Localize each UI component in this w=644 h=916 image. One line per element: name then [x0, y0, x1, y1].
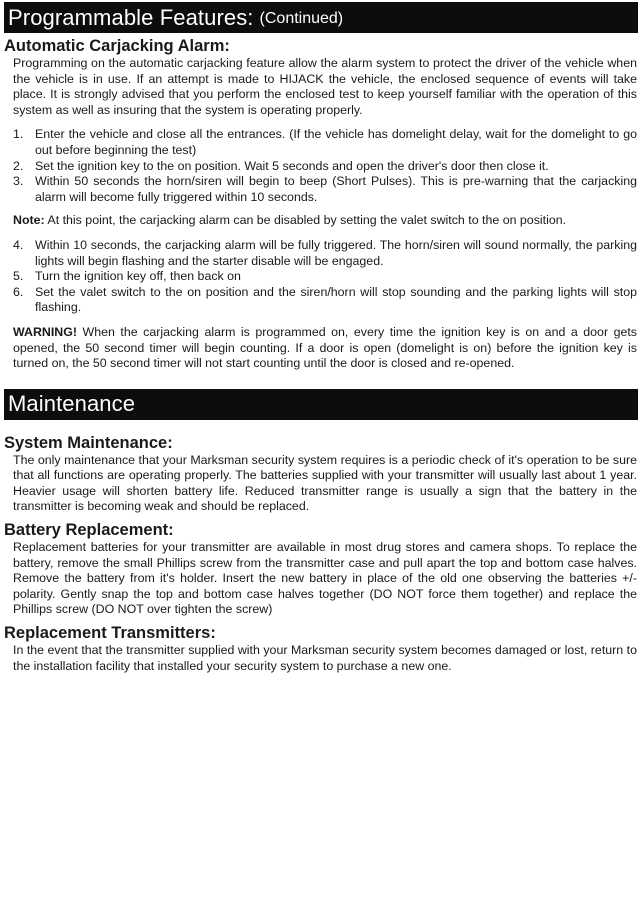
banner-title: Programmable Features: [8, 4, 254, 30]
banner-subtitle: (Continued) [259, 10, 344, 27]
programmable-features-banner [4, 2, 638, 33]
list-item [4, 238, 640, 269]
battery-replacement-heading: Battery Replacement: [4, 521, 174, 540]
list-item [4, 174, 640, 205]
system-maintenance-heading: System Maintenance: [4, 433, 173, 452]
step-text: Set the valet switch to the on position and the siren/horn will stop sounding and the parking lights will stop flashing. [35, 284, 637, 315]
step-number: 1. [13, 127, 24, 142]
carjacking-steps-b [4, 238, 640, 316]
replacement-transmitters-section [4, 624, 640, 674]
step-number: 4. [13, 237, 24, 252]
step-number: 6. [13, 284, 24, 299]
list-item [4, 127, 640, 158]
replacement-transmitters-heading: Replacement Transmitters: [4, 624, 216, 643]
list-item [4, 285, 640, 316]
system-maintenance-text: The only maintenance that your Marksman security system requires is a periodic check of it's operation to be sure that all functions are operating properly. The batteries supplied with your transmitter will usually last about 1 year. Heavier usage will shorten battery life. Reduced transmitter range is usually a sign that the battery in the transmitter is becoming weak and should be replaced. [13, 452, 637, 514]
system-maintenance-section [4, 434, 640, 515]
note-text: At this point, the carjacking alarm can be disabled by setting the valet switch to the on position. [44, 213, 567, 228]
step-text: Within 10 seconds, the carjacking alarm will be fully triggered. The horn/siren will sound normally, the parking lights will begin flashing and the starter disable will be engaged. [35, 237, 637, 268]
maintenance-banner-title: Maintenance [8, 391, 136, 417]
step-text: Within 50 seconds the horn/siren will begin to beep (Short Pulses). This is pre-warning that the carjacking alarm will become fully triggered within 10 seconds. [35, 174, 637, 204]
carjacking-intro: Programming on the automatic carjacking feature allow the alarm system to protect the driver of the vehicle when the vehicle is in use. If an attempt is made to HIJACK the vehicle, the enclosed sequence of events will take place. It is strongly advised that you perform the enclosed test to keep yourself familiar with the operation of this system as well as insuring that the system is operating properly. [13, 56, 637, 117]
carjacking-warning [13, 325, 640, 372]
battery-replacement-section [4, 521, 640, 618]
step-number: 3. [13, 174, 24, 189]
replacement-transmitters-text: In the event that the transmitter supplied with your Marksman security system becomes damaged or lost, return to the installation facility that installed your security system to purchase a new one. [13, 643, 637, 673]
maintenance-banner [4, 389, 638, 420]
warning-text: When the carjacking alarm is programmed on, every time the ignition key is on and a door gets opened, the 50 second timer will begin counting. If a door is open (domelight is on) before the ignition key is turned on, the 50 second timer will not start counting until the door is closed and re-opened. [13, 324, 637, 371]
step-text: Set the ignition key to the on position. Wait 5 seconds and open the driver's door then close it. [35, 158, 549, 173]
warning-label: WARNING! [13, 324, 78, 339]
note-label: Note: [13, 213, 45, 228]
carjacking-section [4, 37, 640, 372]
step-number: 2. [13, 158, 24, 173]
carjacking-steps-a [4, 127, 640, 205]
step-text: Enter the vehicle and close all the entrances. (If the vehicle has domelight delay, wait for the domelight to go out before beginning the test) [35, 127, 637, 157]
carjacking-heading: Automatic Carjacking Alarm: [4, 37, 230, 55]
step-number: 5. [13, 269, 24, 284]
list-item [4, 159, 640, 175]
list-item [4, 269, 640, 285]
battery-replacement-text: Replacement batteries for your transmitter are available in most drug stores and camera shops. To replace the battery, remove the small Phillips screw from the transmitter case and pull apart the top and bottom case halves. Remove the battery from it's holder. Insert the new battery in place of the old one observing the batteries +/- polarity. Gently snap the top and bottom case halves together (DO NOT force them together) and replace the Phillips screw (DO NOT over tighten the screw) [13, 540, 637, 617]
step-text: Turn the ignition key off, then back on [35, 269, 241, 284]
carjacking-note [13, 213, 640, 229]
